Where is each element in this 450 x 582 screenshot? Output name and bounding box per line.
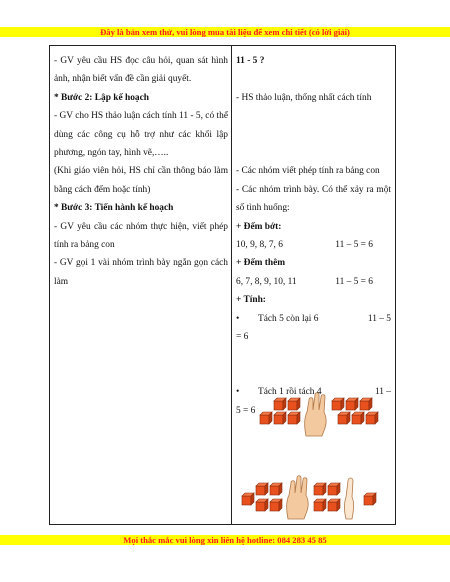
count-down-heading: + Đếm bớt: [236, 221, 282, 232]
bullet-2-text: Tách 1 rồi tách 4 [258, 387, 322, 398]
cube-icon [256, 499, 268, 511]
step-3-heading: * Bước 3: Tiến hành kế hoạch [54, 203, 174, 214]
bullet-icon: • [236, 313, 240, 324]
count-down-sequence: 10, 9, 8, 7, 6 [236, 240, 283, 251]
header-banner: Đây là bản xem thử, vui lòng mua tài liệu để xem chi tiết (có lời giải) [0, 27, 450, 37]
cube-icon [328, 483, 340, 495]
cube-icon [288, 398, 300, 410]
left-paragraph-4: - GV yêu cầu các nhóm thực hiện, viết phép tính ra bảng con [54, 221, 228, 251]
cube-icon [346, 398, 358, 410]
count-down-result: 11 – 5 = 6 [335, 240, 373, 251]
bullet-1-result: 11 – 5 [367, 313, 391, 324]
cube-icon [274, 398, 286, 410]
count-up-sequence: 6, 7, 8, 9, 10, 11 [236, 276, 297, 287]
bullet-1-result-cont: = 6 [236, 332, 249, 343]
cube-icon [242, 493, 254, 505]
bullet-item-1 [236, 310, 391, 328]
cube-icon [364, 493, 376, 505]
cubes-hand-illustration-1 [254, 392, 384, 438]
cube-icon [332, 398, 344, 410]
cube-icon [256, 483, 268, 495]
step-2-heading: * Bước 2: Lập kế hoạch [54, 92, 149, 103]
cube-icon [328, 499, 340, 511]
hand-icon [305, 393, 326, 436]
cube-icon [352, 412, 364, 424]
cube-icon [270, 499, 282, 511]
cube-icon [366, 412, 378, 424]
calc-heading: + Tính: [236, 295, 266, 306]
right-paragraph-1: - HS thảo luận, thống nhất cách tính [236, 92, 372, 103]
left-paragraph-3: (Khi giáo viên hỏi, HS chỉ cần thông báo làm bằng cách đếm hoặc tính) [54, 166, 228, 195]
student-activities-column [236, 52, 391, 420]
left-paragraph-5: - GV gọi 1 vài nhóm trình bày ngắn gọn cách làm [54, 258, 228, 287]
lesson-table [49, 45, 396, 525]
count-up-heading: + Đếm thêm [236, 258, 286, 269]
cube-icon [360, 398, 372, 410]
bullet-icon: • [236, 387, 240, 398]
cube-icon [314, 499, 326, 511]
cube-icon [260, 412, 272, 424]
left-paragraph-1: - GV yêu cầu HS đọc câu hỏi, quan sát hình ảnh, nhận biết vấn đề cần giải quyết. [54, 56, 228, 85]
teacher-activities-column [54, 52, 228, 291]
cube-icon [288, 412, 300, 424]
column-divider [231, 46, 232, 524]
cube-icon [270, 483, 282, 495]
cubes-hand-illustration-2 [238, 475, 384, 521]
cube-icon [274, 412, 286, 424]
bullet-1-text: Tách 5 còn lại 6 [258, 313, 319, 324]
bullet-2-result-cont: 5 = 6 [236, 405, 256, 416]
right-title: 11 - 5 ? [236, 56, 265, 66]
bullet-2-result: 11 – [374, 387, 391, 398]
count-down-line [236, 236, 391, 254]
count-up-line [236, 273, 391, 291]
count-up-result: 11 – 5 = 6 [335, 276, 373, 287]
right-paragraph-2: - Các nhóm viết phép tính ra bảng con [236, 166, 380, 177]
cube-icon [338, 412, 350, 424]
footer-banner: Mọi thắc mắc vui lòng xin liên hệ hotline: 084 283 45 85 [0, 535, 450, 545]
left-paragraph-2: - GV cho HS thảo luận cách tính 11 - 5, có thể dùng các công cụ hỗ trợ như các khối lập phương, ngón tay, hình vẽ,….. [54, 111, 228, 159]
right-paragraph-3: - Các nhóm trình bày. Có thể xảy ra một số tình huống: [236, 184, 391, 214]
cube-icon [314, 483, 326, 495]
hand-icon [287, 476, 308, 519]
hand-icon [345, 478, 354, 519]
